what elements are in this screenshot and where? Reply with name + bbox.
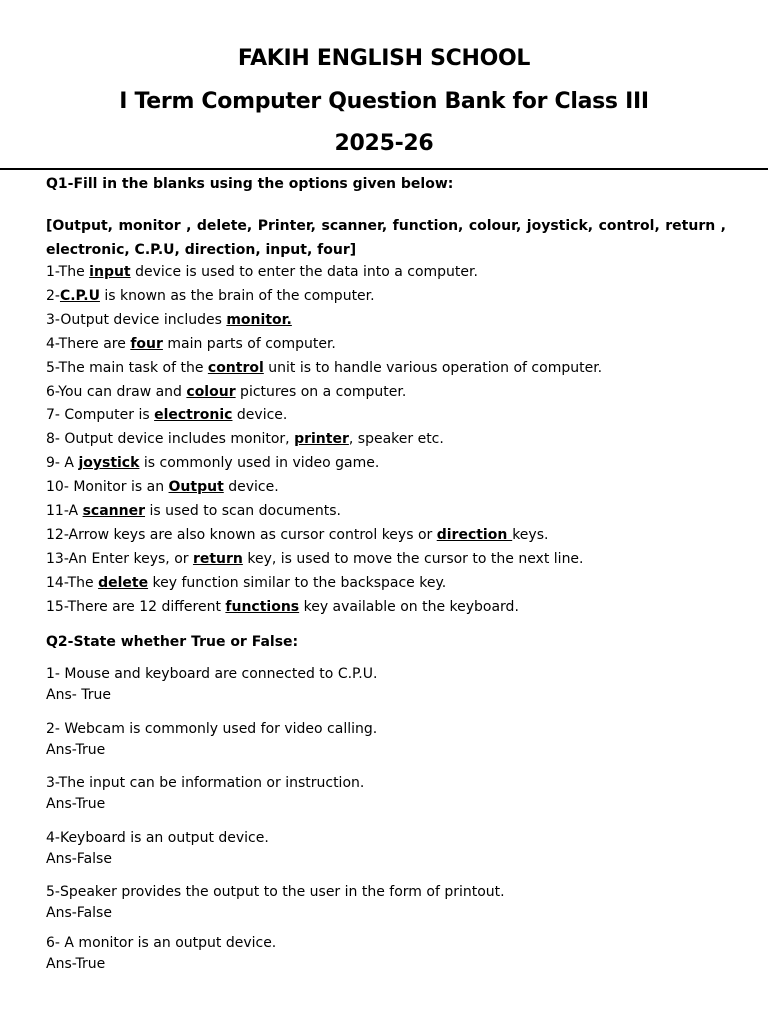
q1-item-text: 11-A [46, 503, 83, 519]
q1-item-answer: C.P.U [59, 287, 100, 304]
q1-item [46, 264, 478, 280]
q1-item-answer: printer [294, 431, 349, 448]
document-subtitle: I Term Computer Question Bank for Class III [119, 89, 649, 114]
q1-item-answer: colour [186, 383, 236, 400]
q2-question: 2- Webcam is commonly used for video calling. [46, 721, 378, 737]
q2-item [46, 933, 276, 975]
q1-options: [Output, monitor , delete, Printer, scanner, function, colour, joystick, control, return , electronic, C.P.U, direction, input, four] [46, 218, 726, 258]
q2-question: 5-Speaker provides the output to the user in the form of printout. [46, 884, 505, 900]
q1-item-text: 14-The [46, 574, 99, 591]
q1-item-text: 8- Output device includes monitor, [46, 431, 295, 448]
q2-item [46, 828, 269, 870]
q2-answer: Ans-True [46, 796, 106, 812]
q1-item [46, 312, 292, 328]
q1-item-answer: input [89, 264, 131, 280]
q2-item [46, 719, 377, 761]
q1-item-answer: control [207, 359, 264, 376]
q1-item-answer: four [130, 335, 163, 352]
q1-item-answer: joystick [78, 455, 140, 472]
q1-item-text: 6-You can draw and [46, 383, 187, 400]
q1-item-answer: direction [436, 526, 513, 543]
q1-item-text-after: keys. [512, 526, 549, 543]
q1-item [46, 384, 406, 400]
q2-item [46, 773, 364, 815]
q1-item-answer: scanner [82, 503, 146, 519]
q1-item-text-after: key function similar to the backspace key. [148, 574, 447, 591]
q2-item [46, 664, 377, 706]
q1-item [46, 503, 341, 519]
q1-item-answer: monitor. [226, 311, 292, 328]
q1-item [46, 455, 379, 471]
q2-question: 1- Mouse and keyboard are connected to C.P.U. [46, 666, 378, 682]
q1-item-text: 4-There are [46, 335, 131, 352]
q1-item-text-after: pictures on a computer. [235, 383, 407, 400]
q2-title: Q2-State whether True or False: [46, 634, 299, 650]
q1-item-text-after: main parts of computer. [162, 335, 336, 352]
q1-item-text-after: is known as the brain of the computer. [99, 287, 375, 304]
q1-item [46, 407, 287, 423]
q1-item-answer: electronic [154, 407, 233, 424]
q1-title: Q1-Fill in the blanks using the options given below: [46, 176, 454, 192]
school-name: FAKIH ENGLISH SCHOOL [237, 46, 531, 71]
q1-item-answer: delete [98, 574, 149, 591]
q1-item-text-after: is commonly used in video game. [139, 455, 380, 472]
q1-item-text: 7- Computer is [46, 407, 155, 424]
q1-item [46, 479, 279, 495]
q1-item-answer: return [192, 550, 243, 567]
q2-answer: Ans- True [46, 687, 111, 703]
q2-item [46, 882, 505, 924]
q2-question: 6- A monitor is an output device. [46, 935, 277, 951]
q2-question: 4-Keyboard is an output device. [46, 830, 269, 846]
q1-item-answer: functions [225, 598, 300, 615]
q2-answer: Ans-True [46, 742, 106, 758]
q1-item-text-after: device. [232, 407, 288, 424]
q1-item-text-after: device is used to enter the data into a computer. [130, 264, 478, 280]
q1-item [46, 336, 336, 352]
q1-item-text: 13-An Enter keys, or [46, 550, 193, 567]
q1-item-text-after: unit is to handle various operation of computer. [263, 359, 603, 376]
academic-year: 2025-26 [334, 131, 434, 156]
q1-item-text: 9- A [46, 455, 79, 472]
q1-item-text-after: device. [223, 479, 279, 496]
q1-item [46, 551, 584, 567]
q2-answer: Ans-False [46, 905, 112, 921]
q1-item-text: 2- [46, 287, 60, 304]
q1-item-text-after: key, is used to move the cursor to the next line. [242, 550, 584, 567]
q2-answer: Ans-False [46, 851, 112, 867]
q1-item-text-after: is used to scan documents. [145, 503, 341, 519]
q1-item-text: 10- Monitor is an [46, 479, 169, 496]
q1-item-text: 1-The [46, 264, 90, 280]
q1-item-text: 3-Output device includes [46, 311, 227, 328]
q1-item-text-after: , speaker etc. [348, 431, 444, 448]
q1-item [46, 431, 444, 447]
q1-item-text-after: key available on the keyboard. [299, 598, 519, 615]
q1-item-text: 5-The main task of the [46, 359, 208, 376]
q1-item-text: 15-There are 12 different [46, 598, 226, 615]
q1-item-text: 12-Arrow keys are also known as cursor control keys or [46, 526, 437, 543]
q1-item-answer: Output [168, 479, 224, 496]
q1-item [46, 288, 375, 304]
q1-item [46, 575, 446, 591]
q2-answer: Ans-True [46, 956, 106, 972]
q1-item [46, 599, 519, 615]
q1-item [46, 527, 548, 543]
header-divider [0, 168, 768, 170]
q1-item [46, 360, 602, 376]
q2-question: 3-The input can be information or instruction. [46, 775, 365, 791]
